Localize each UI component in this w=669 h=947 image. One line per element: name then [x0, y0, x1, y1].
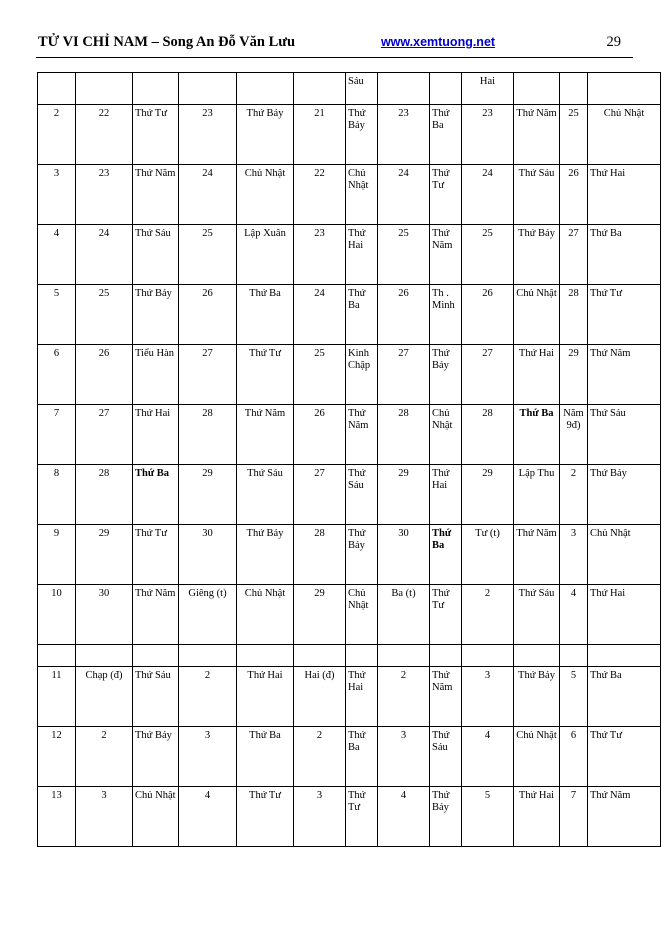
cell: 26: [462, 285, 514, 345]
cell: Hai: [462, 73, 514, 105]
cell: 7: [560, 787, 588, 847]
cell: 2: [560, 465, 588, 525]
cell: Thứ Tư: [133, 525, 179, 585]
cell: 26: [560, 165, 588, 225]
cell: Thứ Bảy: [588, 465, 661, 525]
cell: [514, 645, 560, 667]
cell: Chủ Nhật: [346, 585, 378, 645]
table-row: [38, 165, 661, 225]
cell: 29: [179, 465, 237, 525]
cell: Thứ Hai: [133, 405, 179, 465]
cell: Thứ Ba: [588, 667, 661, 727]
cell: 8: [38, 465, 76, 525]
cell: Thứ Năm: [514, 105, 560, 165]
cell: Tư (t): [462, 525, 514, 585]
cell: 25: [179, 225, 237, 285]
cell: Chủ Nhật: [237, 165, 294, 225]
cell: [378, 645, 430, 667]
cell: [179, 73, 237, 105]
cell: Chủ Nhật: [514, 727, 560, 787]
cell: 2: [76, 727, 133, 787]
cell: Thứ Tư: [133, 105, 179, 165]
cell: Thứ Ba: [346, 727, 378, 787]
cell: Giêng (t): [179, 585, 237, 645]
cell: Thứ Sáu: [133, 225, 179, 285]
cell: Th . Minh: [430, 285, 462, 345]
cell: 25: [76, 285, 133, 345]
cell: 2: [462, 585, 514, 645]
cell: Thứ Ba: [237, 727, 294, 787]
cell: 26: [294, 405, 346, 465]
table-row: [38, 345, 661, 405]
cell: 28: [179, 405, 237, 465]
cell: Thứ Tư: [430, 165, 462, 225]
cell: [430, 73, 462, 105]
table-row: [38, 667, 661, 727]
cell: Thứ Hai: [346, 225, 378, 285]
cell: Thứ Ba: [514, 405, 560, 465]
cell: Chạp (đ): [76, 667, 133, 727]
cell: 28: [462, 405, 514, 465]
table-row: [38, 465, 661, 525]
cell: 24: [462, 165, 514, 225]
cell: Thứ Bảy: [237, 105, 294, 165]
website-link[interactable]: www.xemtuong.net: [380, 35, 496, 49]
cell: 29: [378, 465, 430, 525]
cell: 29: [294, 585, 346, 645]
cell: 4: [462, 727, 514, 787]
cell: Lập Thu: [514, 465, 560, 525]
table-row: [38, 787, 661, 847]
cell: 4: [179, 787, 237, 847]
cell: [38, 645, 76, 667]
cell: Thứ Hai: [588, 165, 661, 225]
cell: 24: [179, 165, 237, 225]
cell: Thứ Bảy: [430, 787, 462, 847]
cell: 3: [38, 165, 76, 225]
cell: Thứ Bảy: [346, 105, 378, 165]
cell: 22: [294, 165, 346, 225]
cell: 7: [38, 405, 76, 465]
cell: Sáu: [346, 73, 378, 105]
cell: 23: [179, 105, 237, 165]
cell: [294, 73, 346, 105]
cell: Thứ Bảy: [514, 225, 560, 285]
table-row: [38, 285, 661, 345]
cell: 29: [462, 465, 514, 525]
cell: 24: [76, 225, 133, 285]
cell: 23: [462, 105, 514, 165]
cell: 2: [38, 105, 76, 165]
cell: Thứ Năm: [430, 667, 462, 727]
cell: Thứ Năm: [133, 585, 179, 645]
cell: 9: [38, 525, 76, 585]
cell: Thứ Tư: [237, 787, 294, 847]
cell: Ba (t): [378, 585, 430, 645]
cell: Thứ Bảy: [133, 727, 179, 787]
cell: Chủ Nhật: [430, 405, 462, 465]
cell: [294, 645, 346, 667]
cell: [430, 645, 462, 667]
cell: 4: [378, 787, 430, 847]
cell: Thứ Hai: [514, 345, 560, 405]
cell: 29: [560, 345, 588, 405]
cell: Chủ Nhật: [346, 165, 378, 225]
cell: Thứ Năm: [430, 225, 462, 285]
cell: 2: [294, 727, 346, 787]
cell: 13: [38, 787, 76, 847]
cell: [76, 73, 133, 105]
page-header: [36, 34, 633, 58]
cell: 29: [76, 525, 133, 585]
cell: Thứ Hai: [346, 667, 378, 727]
cell: Kinh Chập: [346, 345, 378, 405]
cell: 27: [294, 465, 346, 525]
cell: Thứ Bảy: [237, 525, 294, 585]
cell: 21: [294, 105, 346, 165]
cell: 23: [294, 225, 346, 285]
table-row: [38, 105, 661, 165]
cell: Thứ Năm: [346, 405, 378, 465]
cell: 3: [294, 787, 346, 847]
cell: 2: [179, 667, 237, 727]
cell: Thứ Bảy: [514, 667, 560, 727]
cell: 26: [378, 285, 430, 345]
cell: [76, 645, 133, 667]
cell: 27: [560, 225, 588, 285]
cell: [237, 73, 294, 105]
cell: 3: [378, 727, 430, 787]
cell: Thứ Tư: [346, 787, 378, 847]
table-row: [38, 225, 661, 285]
cell: [237, 645, 294, 667]
cell: 25: [560, 105, 588, 165]
cell: 5: [38, 285, 76, 345]
cell: Thứ Sáu: [133, 667, 179, 727]
cell: Chủ Nhật: [588, 105, 661, 165]
cell: Thứ Năm: [588, 787, 661, 847]
cell: Thứ Hai: [514, 787, 560, 847]
cell: Chủ Nhật: [588, 525, 661, 585]
book-title: TỬ VI CHỈ NAM – Song An Đỗ Văn Lưu: [38, 34, 296, 50]
table-row: [38, 585, 661, 645]
cell: 3: [462, 667, 514, 727]
cell: Thứ Hai: [588, 585, 661, 645]
cell: Thứ Tư: [237, 345, 294, 405]
cell: 30: [179, 525, 237, 585]
cell: Thứ Bảy: [430, 345, 462, 405]
cell: 25: [378, 225, 430, 285]
cell: 25: [294, 345, 346, 405]
cell: Thứ Ba: [346, 285, 378, 345]
cell: Thứ Ba: [237, 285, 294, 345]
cell: 23: [378, 105, 430, 165]
cell: [560, 645, 588, 667]
cell: Thứ Tư: [430, 585, 462, 645]
cell: Thứ Bảy: [346, 525, 378, 585]
cell: 3: [76, 787, 133, 847]
cell: 28: [560, 285, 588, 345]
cell: 3: [560, 525, 588, 585]
cell: 3: [179, 727, 237, 787]
page-number: 29: [606, 34, 621, 50]
cell: Chủ Nhật: [133, 787, 179, 847]
cell: Thứ Năm: [237, 405, 294, 465]
cell: [588, 645, 661, 667]
cell: Thứ Hai: [237, 667, 294, 727]
cell: [38, 73, 76, 105]
cell: Thứ Sáu: [346, 465, 378, 525]
cell: Chủ Nhật: [237, 585, 294, 645]
cell: Thứ Ba: [430, 105, 462, 165]
cell: 22: [76, 105, 133, 165]
cell: 30: [378, 525, 430, 585]
cell: 30: [76, 585, 133, 645]
cell: 24: [378, 165, 430, 225]
cell: Thứ Hai: [430, 465, 462, 525]
cell: 23: [76, 165, 133, 225]
table-row: [38, 525, 661, 585]
cell: [346, 645, 378, 667]
cell: 27: [378, 345, 430, 405]
cell: 5: [560, 667, 588, 727]
cell: 6: [560, 727, 588, 787]
cell: Thứ Tư: [588, 727, 661, 787]
cell: 6: [38, 345, 76, 405]
cell: Thứ Sáu: [514, 165, 560, 225]
cell: [179, 645, 237, 667]
cell: [588, 73, 661, 105]
cell: 28: [294, 525, 346, 585]
cell: 27: [179, 345, 237, 405]
cell: 12: [38, 727, 76, 787]
table-row: [38, 727, 661, 787]
cell: Thứ Ba: [133, 465, 179, 525]
cell: Thứ Năm: [133, 165, 179, 225]
cell: Thứ Sáu: [237, 465, 294, 525]
cell: [560, 73, 588, 105]
calendar-table: [37, 72, 661, 847]
cell: 27: [76, 405, 133, 465]
cell: Thứ Năm: [588, 345, 661, 405]
table-row: [38, 645, 661, 667]
cell: Thứ Ba: [430, 525, 462, 585]
cell: Thứ Sáu: [588, 405, 661, 465]
cell: 28: [378, 405, 430, 465]
cell: 5: [462, 787, 514, 847]
cell: [378, 73, 430, 105]
cell: [133, 645, 179, 667]
cell: 26: [76, 345, 133, 405]
cell: 24: [294, 285, 346, 345]
cell: Hai (đ): [294, 667, 346, 727]
cell: [514, 73, 560, 105]
cell: 10: [38, 585, 76, 645]
cell: 28: [76, 465, 133, 525]
cell: 26: [179, 285, 237, 345]
cell: Thứ Năm: [514, 525, 560, 585]
cell: Tiểu Hàn: [133, 345, 179, 405]
cell: Thứ Sáu: [430, 727, 462, 787]
cell: Lập Xuân: [237, 225, 294, 285]
cell: Thứ Sáu: [514, 585, 560, 645]
cell: [133, 73, 179, 105]
cell: 4: [38, 225, 76, 285]
cell: 27: [462, 345, 514, 405]
table-row: [38, 405, 661, 465]
cell: Thứ Ba: [588, 225, 661, 285]
cell: 2: [378, 667, 430, 727]
cell: 4: [560, 585, 588, 645]
cell: 25: [462, 225, 514, 285]
cell: Thứ Bảy: [133, 285, 179, 345]
cell: Năm 9đ): [560, 405, 588, 465]
cell: 11: [38, 667, 76, 727]
table-row: [38, 73, 661, 105]
cell: Thứ Tư: [588, 285, 661, 345]
cell: Chủ Nhật: [514, 285, 560, 345]
cell: [462, 645, 514, 667]
